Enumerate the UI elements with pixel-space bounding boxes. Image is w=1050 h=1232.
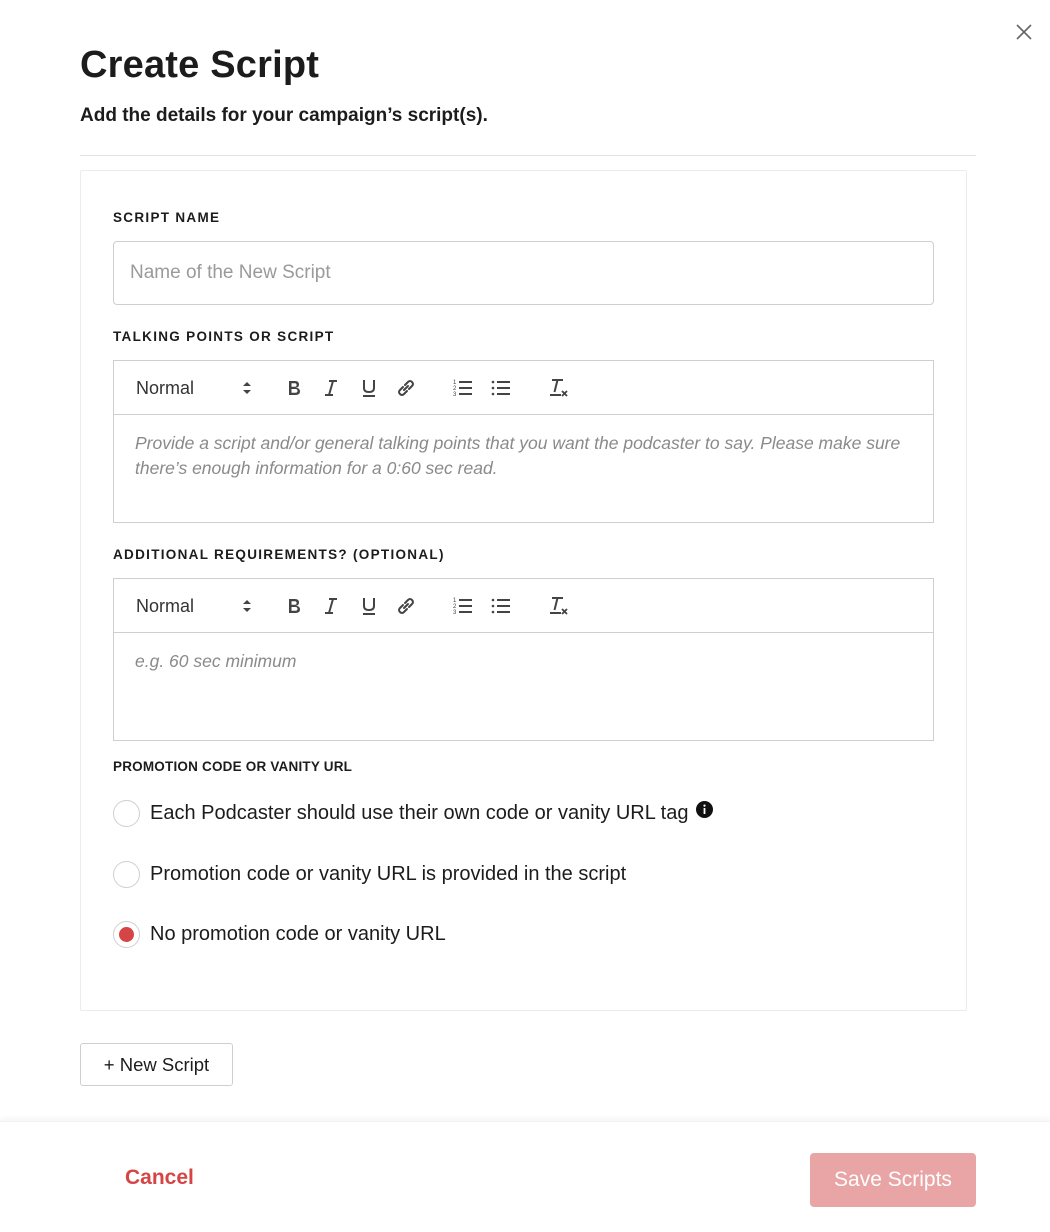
promo-option-in-script[interactable] (113, 859, 626, 889)
promo-option-own-code[interactable] (113, 798, 713, 828)
underline-icon[interactable] (356, 375, 382, 401)
format-select[interactable] (136, 579, 252, 633)
save-scripts-button[interactable]: Save Scripts (810, 1153, 976, 1207)
radio-button[interactable] (113, 800, 140, 827)
radio-button[interactable] (113, 861, 140, 888)
editor-toolbar (114, 361, 933, 415)
bold-icon[interactable] (281, 375, 307, 401)
bullet-list-icon[interactable] (488, 593, 514, 619)
select-arrows-icon (242, 598, 252, 614)
header-divider (80, 155, 976, 156)
radio-selected-dot (119, 927, 134, 942)
svg-text:1: 1 (453, 598, 457, 604)
new-script-button[interactable]: + New Script (80, 1043, 233, 1086)
format-select-value: Normal (136, 595, 195, 616)
ordered-list-icon[interactable] (450, 593, 476, 619)
italic-icon[interactable] (318, 375, 344, 401)
bold-icon[interactable] (281, 593, 307, 619)
radio-button-selected[interactable] (113, 921, 140, 948)
clear-format-icon[interactable] (546, 375, 572, 401)
radio-label: Promotion code or vanity URL is provided in the script (150, 862, 627, 885)
info-icon[interactable] (696, 801, 713, 818)
link-icon[interactable] (393, 375, 419, 401)
talking-points-body[interactable]: Provide a script and/or general talking points that you want the podcaster to say. Please make sure there’s enough information for a 0:60 sec read. (135, 433, 901, 478)
radio-label: No promotion code or vanity URL (150, 922, 446, 945)
svg-text:3: 3 (453, 392, 457, 398)
close-icon[interactable] (1012, 20, 1036, 44)
additional-requirements-editor (113, 578, 934, 741)
format-select[interactable] (136, 361, 252, 415)
radio-label: Each Podcaster should use their own code or vanity URL tag (150, 801, 689, 824)
modal-subtitle: Add the details for your campaign’s script(s). (80, 105, 488, 126)
svg-text:2: 2 (453, 604, 457, 610)
editor-toolbar (114, 579, 933, 633)
svg-text:3: 3 (453, 610, 457, 616)
modal-title: Create Script (80, 44, 320, 86)
bullet-list-icon[interactable] (488, 375, 514, 401)
select-arrows-icon (242, 380, 252, 396)
svg-text:1: 1 (453, 380, 457, 386)
promotion-label: PROMOTION CODE OR VANITY URL (113, 759, 353, 774)
script-name-input[interactable] (113, 241, 934, 305)
additional-requirements-label: ADDITIONAL REQUIREMENTS? (OPTIONAL) (113, 547, 445, 562)
svg-text:2: 2 (453, 386, 457, 392)
ordered-list-icon[interactable] (450, 375, 476, 401)
additional-requirements-body[interactable]: e.g. 60 sec minimum (135, 651, 297, 671)
italic-icon[interactable] (318, 593, 344, 619)
talking-points-editor (113, 360, 934, 523)
link-icon[interactable] (393, 593, 419, 619)
cancel-button[interactable]: Cancel (125, 1166, 194, 1189)
script-name-label: SCRIPT NAME (113, 210, 221, 225)
clear-format-icon[interactable] (546, 593, 572, 619)
promo-option-none[interactable] (113, 919, 446, 949)
format-select-value: Normal (136, 377, 195, 398)
talking-points-label: TALKING POINTS OR SCRIPT (113, 329, 335, 344)
underline-icon[interactable] (356, 593, 382, 619)
